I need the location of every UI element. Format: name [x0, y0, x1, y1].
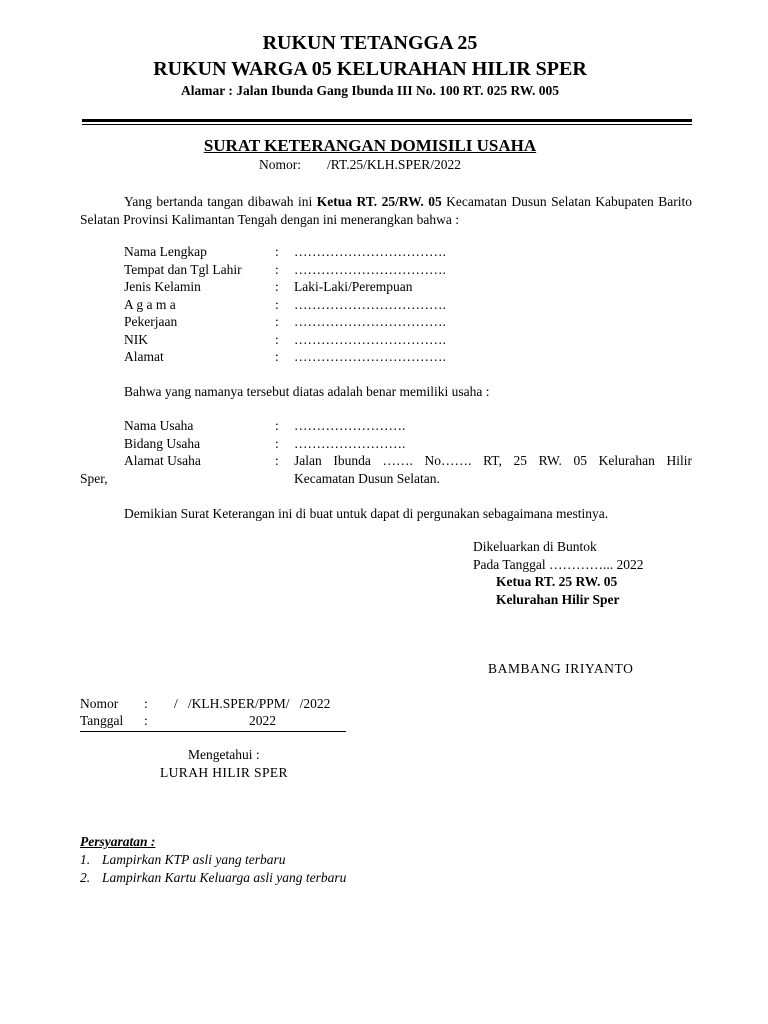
field-colon: :	[275, 418, 279, 433]
field-value-alamat-usaha: Jalan Ibunda ……. No……. RT, 25 RW. 05 Kelurahan Hilir	[294, 453, 692, 468]
field-label-alamat: Alamat	[124, 349, 164, 364]
field-label-alamat-usaha: Alamat Usaha	[124, 453, 201, 468]
field-colon: :	[275, 436, 279, 451]
requirement-item: Lampirkan KTP asli yang terbaru	[102, 852, 286, 867]
signer-role: Ketua RT. 25 RW. 05	[496, 574, 618, 589]
field-colon: :	[275, 279, 279, 294]
field-colon: :	[275, 453, 279, 468]
field-colon: :	[275, 244, 279, 259]
field-colon: :	[275, 314, 279, 329]
reg-underline	[80, 731, 346, 732]
field-value-pekerjaan: …………………………….	[294, 314, 446, 329]
reg-nomor-label: Nomor	[80, 696, 119, 711]
intro-text-after: Kecamatan Dusun Selatan Kabupaten Barito Selatan Provinsi Kalimantan Tengah dengan ini menerangkan bahwa :	[80, 194, 692, 227]
intro-text-before: Yang bertanda tangan dibawah ini	[124, 194, 317, 209]
nomor-label: Nomor:	[259, 157, 301, 172]
field-colon: :	[275, 297, 279, 312]
signer-name: BAMBANG IRIYANTO	[488, 661, 634, 676]
reg-tanggal-value: 2022	[249, 713, 276, 728]
reg-nomor-value: / /KLH.SPER/PPM/ /2022	[174, 696, 331, 711]
field-colon: :	[275, 349, 279, 364]
intro-paragraph	[80, 193, 692, 229]
field-label-pekerjaan: Pekerjaan	[124, 314, 178, 329]
field-label-nama: Nama Lengkap	[124, 244, 207, 259]
document-title: SURAT KETERANGAN DOMISILI USAHA	[203, 136, 537, 155]
field-value-nik: …………………………….	[294, 332, 446, 347]
field-value-ttl: …………………………….	[294, 262, 446, 277]
nomor-value: /RT.25/KLH.SPER/2022	[327, 157, 461, 172]
header-rt: RUKUN TETANGGA 25	[262, 32, 478, 54]
field-value-bidang-usaha: …………………….	[294, 436, 406, 451]
reg-tanggal-colon: :	[144, 713, 148, 728]
field-colon: :	[275, 262, 279, 277]
header-rw: RUKUN WARGA 05 KELURAHAN HILIR SPER	[153, 58, 587, 80]
field-label-bidang-usaha: Bidang Usaha	[124, 436, 201, 451]
field-colon: :	[275, 332, 279, 347]
approval-lurah: LURAH HILIR SPER	[160, 765, 288, 780]
business-intro: Bahwa yang namanya tersebut diatas adalah benar memiliki usaha :	[124, 384, 490, 399]
alamat-usaha-line2: Kecamatan Dusun Selatan.	[294, 471, 440, 486]
field-label-agama: A g a m a	[124, 297, 176, 312]
field-value-nama-usaha: …………………….	[294, 418, 406, 433]
field-label-ttl: Tempat dan Tgl Lahir	[124, 262, 242, 277]
header-address: Alamar : Jalan Ibunda Gang Ibunda III No. 100 RT. 025 RW. 005	[180, 83, 560, 98]
issued-date: Pada Tanggal …………... 2022	[473, 557, 644, 572]
requirements-title: Persyaratan :	[80, 834, 156, 849]
field-value-agama: …………………………….	[294, 297, 446, 312]
field-label-nik: NIK	[124, 332, 148, 347]
header-divider-thin	[82, 124, 692, 125]
field-label-nama-usaha: Nama Usaha	[124, 418, 194, 433]
header-divider-thick	[82, 119, 692, 122]
field-value-jenis-kelamin: Laki-Laki/Perempuan	[294, 279, 413, 294]
intro-text-bold: Ketua RT. 25/RW. 05	[316, 194, 442, 209]
requirement-number: 2.	[80, 870, 91, 885]
alamat-usaha-wrap: Sper,	[80, 471, 108, 486]
reg-nomor-colon: :	[144, 696, 148, 711]
reg-tanggal-label: Tanggal	[80, 713, 124, 728]
field-value-nama: …………………………….	[294, 244, 446, 259]
requirement-number: 1.	[80, 852, 91, 867]
field-label-jenis-kelamin: Jenis Kelamin	[124, 279, 201, 294]
requirement-item: Lampirkan Kartu Keluarga asli yang terbaru	[102, 870, 347, 885]
issued-place: Dikeluarkan di Buntok	[473, 539, 597, 554]
closing-statement: Demikian Surat Keterangan ini di buat untuk dapat di pergunakan sebagaimana mestinya.	[124, 506, 609, 521]
signer-kelurahan: Kelurahan Hilir Sper	[496, 592, 620, 607]
field-value-alamat: …………………………….	[294, 349, 446, 364]
approval-label: Mengetahui :	[188, 747, 260, 762]
